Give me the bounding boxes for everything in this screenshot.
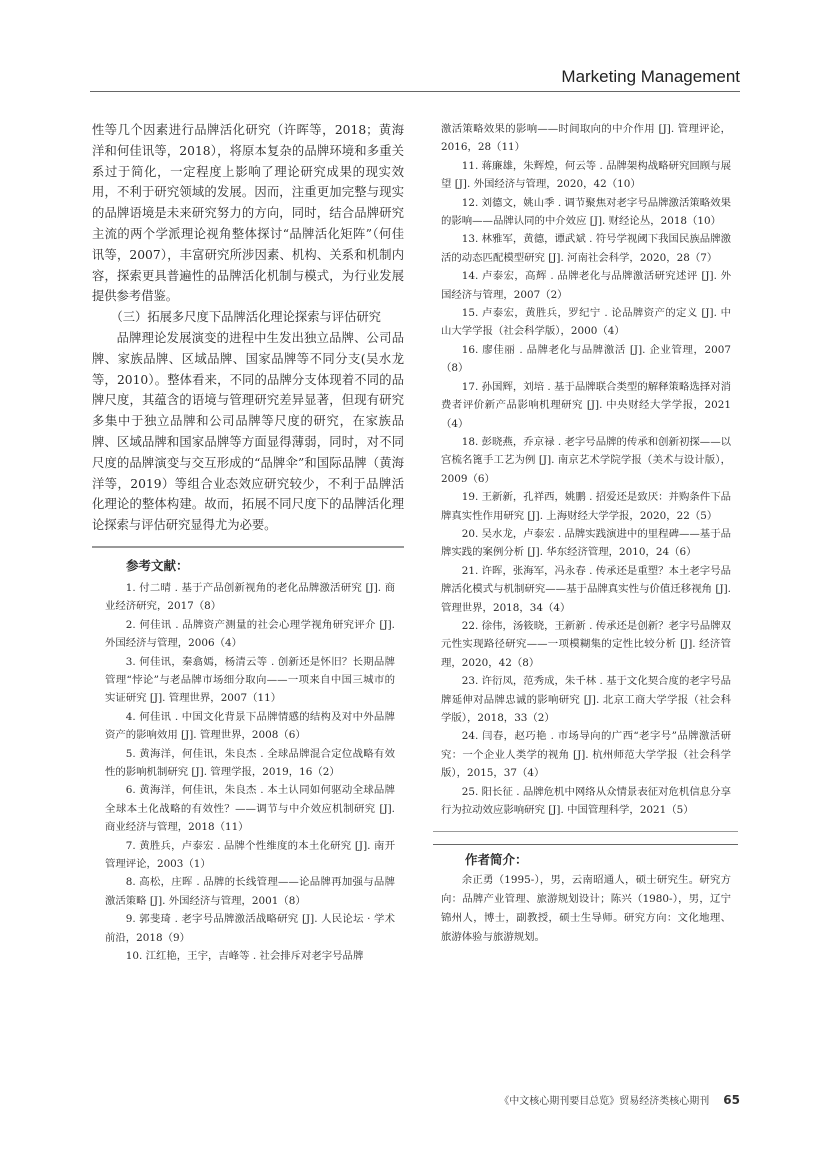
reference-item: 16. 廖佳丽 . 品牌老化与品牌激活 [J]. 企业管理，2007（8） — [441, 343, 731, 375]
references-left — [105, 579, 395, 966]
header-rule — [90, 91, 740, 92]
page-number: 65 — [723, 1093, 740, 1107]
reference-item: 2. 何佳讯 . 品牌资产测量的社会心理学视角研究评介 [J]. 外国经济与管理，2006（4） — [105, 618, 395, 650]
divider — [433, 831, 738, 832]
page-footer — [90, 1072, 740, 1110]
author-bio — [441, 871, 731, 947]
reference-item: 5. 黄海洋，何佳讯，朱良杰 . 全球品牌混合定位战略有效性的影响机制研究 [J]. 管理学报，2019，16（2） — [105, 747, 395, 778]
reference-item: 22. 徐伟，汤筱晓，王新新 . 传承还是创新？老字号品牌双元性实现路径研究——一项模糊集的定性比较分析 [J]. 经济管理，2020，42（8） — [441, 619, 731, 669]
reference-item: 11. 蒋廉雄，朱辉煌，何云等 . 品牌架构战略研究回顾与展望 [J]. 外国经济与管理，2020，42（10） — [441, 159, 731, 191]
reference-item-continued: 激活策略效果的影响——时间取向的中介作用 [J]. 管理评论，2016，28（11） — [441, 123, 731, 154]
reference-item: 10. 江红艳，王宇，吉峰等 . 社会排斥对老字号品牌 — [125, 950, 364, 963]
reference-item: 13. 林雅军，黄德，谭武斌 . 符号学视阈下我国民族品牌激活的动态匹配模型研究 [J]. 河南社会科学，2020，28（7） — [441, 233, 731, 264]
right-column — [441, 120, 731, 947]
divider — [433, 844, 738, 845]
reference-item: 9. 郭斐琦 . 老字号品牌激活战略研究 [J]. 人民论坛 · 学术前沿，2018（9） — [105, 913, 395, 944]
author-heading: 作者简介： — [465, 852, 528, 868]
footer-journal: 《中文核心期刊要目总览》贸易经济类核心期刊 — [499, 1096, 710, 1107]
references-right — [441, 120, 731, 819]
reference-item: 3. 何佳讯，秦翕嫣，杨清云等 . 创新还是怀旧？长期品牌管理“悖论”与老品牌市场细分取向——一项来自中国三城市的实证研究 [J]. 管理世界，2007（11） — [105, 655, 395, 705]
section-subheading: （三）拓展多尺度下品牌活化理论探索与评估研究 — [110, 310, 381, 325]
reference-item: 17. 孙国辉，刘培 . 基于品牌联合类型的解释策略选择对消费者评价新产品影响机理研究 [J]. 中央财经大学学报，2021（4） — [441, 380, 731, 430]
references-heading: 参考文献： — [126, 557, 189, 573]
reference-item: 18. 彭晓燕，乔京禄 . 老字号品牌的传承和创新初探——以宫梳名篦手工艺为例 [J]. 南京艺术学院学报（美术与设计版），2009（6） — [441, 435, 731, 485]
references-rule — [92, 546, 404, 548]
paragraph: 性等几个因素进行品牌活化研究（许晖等，2018；黄海洋和何佳讯等，2018），将原本复杂的品牌环境和多重关系过于简化，一定程度上影响了理论研究成果的现实效用，不利于研究领域的发展。因而，注重更加完整与现实的品牌语境是未来研究努力的方向，同时，结合品牌研究主流的两个学派理论视角整体探讨“品牌活化矩阵”（何佳讯等，2007），丰富研究所涉因素、机构、关系和机制内容，探索更具普遍性的品牌活化机制与模式，为行业发展提供参考借鉴。 — [92, 123, 404, 304]
running-header: Marketing Management — [561, 67, 740, 86]
two-column-layout — [90, 120, 740, 965]
reference-item: 4. 何佳讯 . 中国文化背景下品牌情感的结构及对中外品牌资产的影响效用 [J]. 管理世界，2008（6） — [105, 710, 395, 742]
reference-item: 14. 卢泰宏，高辉 . 品牌老化与品牌激活研究述评 [J]. 外国经济与管理，2007（2） — [441, 270, 731, 301]
paragraph: 品牌理论发展演变的进程中生发出独立品牌、公司品牌、家族品牌、区域品牌、国家品牌等不同分支(吴水龙等，2010）。整体看来，不同的品牌分支体现着不同的品牌尺度，其蕴含的语境与管理研究差异显著，但现有研究多集中于独立品牌和公司品牌等尺度的研究，在家族品牌、区域品牌和国家品牌等方面显得薄弱，同时，对不同尺度的品牌演变与交互形成的“品牌伞”和国际品牌（黄海洋等，2019）等组合业态效应研究较少，不利于品牌活化理论的整体构建。故而，拓展不同尺度下的品牌活化理论探索与评估研究显得尤为必要。 — [92, 330, 404, 533]
body-text — [92, 120, 404, 536]
reference-item: 21. 许晖，张海军，冯永春 . 传承还是重塑？本土老字号品牌活化模式与机制研究——基于品牌真实性与价值迁移视角 [J]. 管理世界，2018，34（4） — [441, 564, 731, 614]
reference-item: 6. 黄海洋，何佳讯，朱良杰 . 本土认同如何驱动全球品牌全球本土化战略的有效性？——调节与中介效应机制研究 [J]. 商业经济与管理，2018（11） — [105, 784, 395, 834]
reference-item: 1. 付二晴 . 基于产品创新视角的老化品牌激活研究 [J]. 商业经济研究，2017（8） — [105, 581, 395, 613]
reference-item: 15. 卢泰宏，黄胜兵，罗纪宁 . 论品牌资产的定义 [J]. 中山大学学报（社会科学版），2000（4） — [441, 307, 731, 338]
left-column — [92, 120, 404, 965]
reference-item: 23. 许衍凤，范秀成，朱千林 . 基于文化契合度的老字号品牌延伸对品牌忠诚的影响研究 [J]. 北京工商大学学报（社会科学版），2018，33（2） — [441, 675, 731, 724]
reference-item: 20. 吴水龙，卢泰宏 . 品牌实践演进中的里程碑——基于品牌实践的案例分析 [J]. 华东经济管理，2010，24（6） — [441, 527, 731, 559]
reference-item: 19. 王新新，孔祥西，姚鹏 . 招爱还是致厌：并购条件下品牌真实性作用研究 [J]. 上海财经大学学报，2020，22（5） — [441, 491, 731, 522]
reference-item: 25. 阳长征 . 品牌危机中网络从众情景表征对危机信息分享行为拉动效应影响研究 [J]. 中国管理科学，2021（5） — [441, 785, 731, 817]
reference-item: 7. 黄胜兵，卢泰宏 . 品牌个性维度的本土化研究 [J]. 南开管理评论，2003（1） — [105, 839, 395, 871]
reference-item: 8. 高松，庄晖 . 品牌的长线管理——论品牌再加强与品牌激活策略 [J]. 外国经济与管理，2001（8） — [105, 876, 395, 907]
reference-item: 12. 刘德文，姚山季 . 调节聚焦对老字号品牌激活策略效果的影响——品牌认同的中介效应 [J]. 财经论丛，2018（10） — [441, 196, 731, 228]
author-bio-text: 余正勇（1995-），男，云南昭通人，硕士研究生。研究方向：品牌产业管理、旅游规划设计；陈兴（1980-），男，辽宁锦州人，博士，副教授，硕士生导师。研究方向：文化地理、旅游体验与旅游规划。 — [441, 874, 731, 944]
reference-item: 24. 闫春，赵巧艳 . 市场导向的广西“老字号”品牌激活研究：一个企业人类学的视角 [J]. 杭州师范大学学报（社会科学版），2015，37（4） — [441, 730, 731, 780]
